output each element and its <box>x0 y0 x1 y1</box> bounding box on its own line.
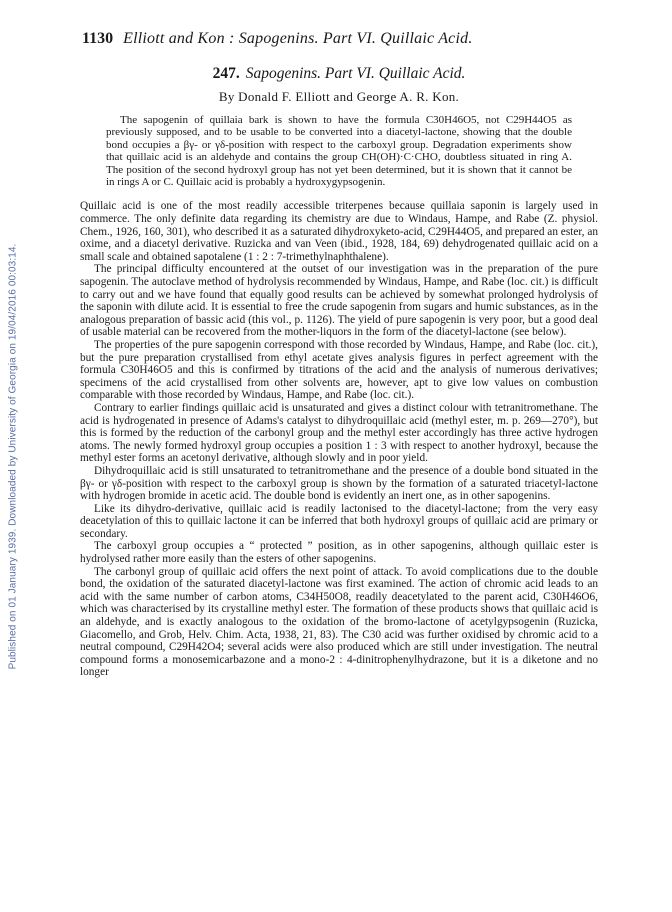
article-body <box>80 200 598 679</box>
byline-text: By Donald F. Elliott and George A. R. Kon. <box>218 89 460 104</box>
paragraph: Quillaic acid is one of the most readily accessible triterpenes because quillaia saponin is largely used in commerce. The only definite data regarding its chemistry are due to Windaus, Hampe, and Rabe (Z. physiol. Chem., 1926, 160, 301), who described it as a saturated dihydroxyketo-acid, C29H44O5, and prepared an ester, an oxime, and a diacetyl derivative. Ruzicka and van Veen (ibid., 1928, 184, 69) dehydrogenated quillaic acid on a small scale and obtained sapotalene (1 : 2 : 7-trimethylnaphthalene). <box>80 200 598 263</box>
paragraph: The carbonyl group of quillaic acid offers the next point of attack. To avoid complications due to the double bond, the oxidation of the saturated diacetyl-lactone was first examined. The action of chromic acid leads to an acid with the same number of carbon atoms, C34H50O8, readily deacetylated to the parent acid, C30H46O6, which was characterised by its crystalline methyl ester. The formation of these products shows that quillaic acid is an aldehyde, and is exactly analogous to the oxidation of the bromo-lactone of acetylgypsogenin (Ruzicka, Giacomello, and Grob, Helv. Chim. Acta, 1938, 21, 83). The C30 acid was further oxidised by chromic acid to a neutral compound, C29H42O4; several acids were also produced which are still under investigation. The neutral compound forms a monosemicarbazone and a mono-2 : 4-dinitrophenylhydrazone, but it is a diketone and no longer <box>80 565 598 679</box>
page <box>80 30 598 679</box>
running-head <box>82 30 598 48</box>
article-title-text: Sapogenins. Part VI. Quillaic Acid. <box>245 65 466 82</box>
article-title <box>80 65 598 83</box>
article-number: 247. <box>212 65 240 82</box>
abstract: The sapogenin of quillaia bark is shown to have the formula C30H46O5, not C29H44O5 as previously supposed, and to be usable to be converted into a diacetyl-lactone, showing that the double bond occupies a βγ- or γδ-position with respect to the carboxyl group. Degradation experiments show that quillaic acid is an aldehyde and contains the group CH(OH)·C·CHO, doubtless situated in ring A. The position of the second hydroxyl group has not yet been determined, but it is shown that it cannot be in rings A or C. Quillaic acid is probably a hydroxygypsogenin. <box>106 114 572 189</box>
publication-side-note: Published on 01 January 1939. Downloaded by University of Georgia on 19/04/2016 00:03:14. <box>7 243 19 669</box>
paragraph: The principal difficulty encountered at the outset of our investigation was in the preparation of the pure sapogenin. The autoclave method of hydrolysis recommended by Windaus, Hampe, and Rabe (loc. cit.) is difficult to carry out and we have found that equally good results can be achieved by somewhat prolonged hydrolysis of the saponin with dilute acid. It is essential to free the crude sapogenin from sugars and humic substances, as in the analogous preparation of bassic acid (this vol., p. 1126). The yield of pure sapogenin is very poor, but a good deal of usable material can be recovered from the mother-liquors in the form of the diacetyl-lactone (see below). <box>80 263 598 339</box>
running-head-text: Elliott and Kon : Sapogenins. Part VI. Quillaic Acid. <box>123 30 473 47</box>
byline <box>80 89 598 105</box>
paragraph: Like its dihydro-derivative, quillaic acid is readily lactonised to the diacetyl-lactone; from the very easy deacetylation of this to quillaic lactone it can be inferred that both hydroxyl groups of quillaic acid are primary or secondary. <box>80 502 598 540</box>
page-number: 1130 <box>82 30 114 47</box>
paragraph: The carboxyl group occupies a “ protected ” position, as in other sapogenins, although quillaic ester is hydrolysed rather more easily than the esters of other sapogenins. <box>80 540 598 566</box>
paragraph: Contrary to earlier findings quillaic acid is unsaturated and gives a distinct colour with tetranitromethane. The acid is hydrogenated in presence of Adams's catalyst to dihydroquillaic acid (methyl ester, m. p. 269—270°), but this is formed by the reduction of the carbonyl group and the methyl ester accordingly has three active hydrogen atoms. The newly formed hydroxyl group occupies a position 1 : 3 with respect to another hydroxyl, because the methyl ester forms an acetonyl derivative, although slowly and in poor yield. <box>80 401 598 465</box>
paragraph: The properties of the pure sapogenin correspond with those recorded by Windaus, Hampe, and Rabe (loc. cit.), but the pure preparation crystallised from ethyl acetate gives analysis figures in perfect agreement with the formula C30H46O5 and this is confirmed by titrations of the acid and the analysis of numerous derivatives; specimens of the acid crystallised from other solvents are, however, apt to give low values on combustion comparable with those recorded by Windaus, Hampe, and Rabe (loc. cit.). <box>80 338 598 402</box>
paragraph: Dihydroquillaic acid is still unsaturated to tetranitromethane and the presence of a double bond situated in the βγ- or γδ-position with respect to the carboxyl group is shown by the formation of a saturated triacetyl-lactone with hydrogen bromide in acetic acid. The double bond is evidently an inert one, as in other sapogenins. <box>80 464 598 503</box>
